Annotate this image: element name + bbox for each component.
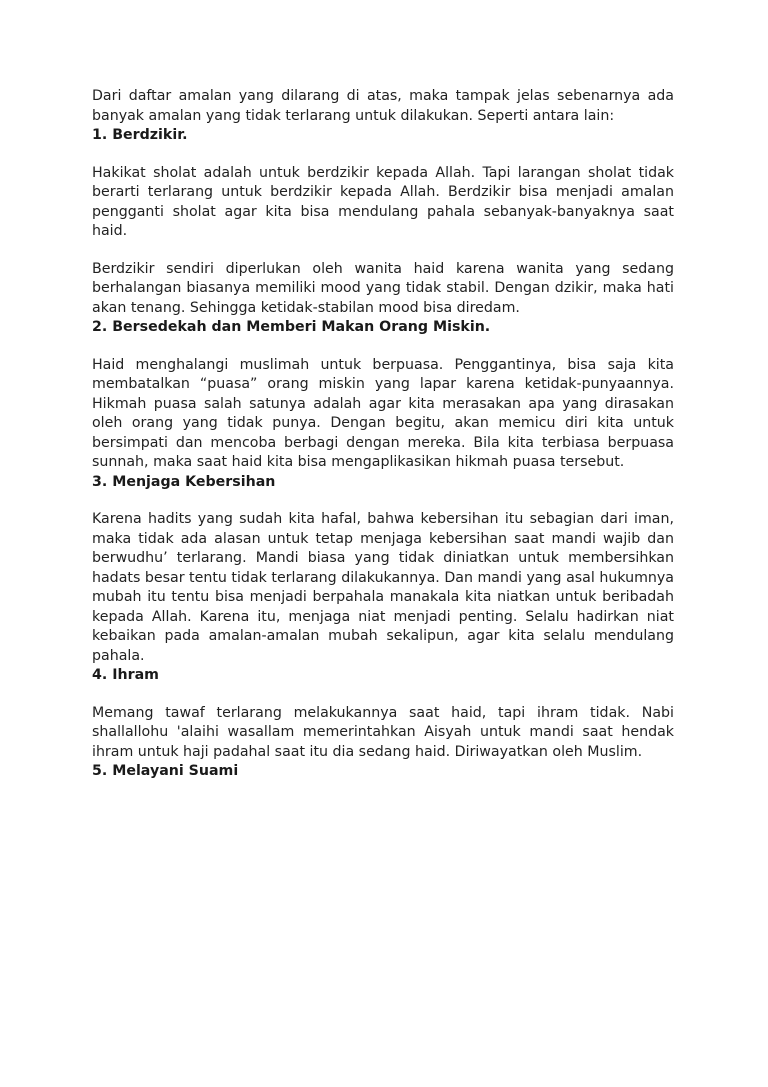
section-paragraph: Karena hadits yang sudah kita hafal, bahwa kebersihan itu sebagian dari iman, maka tidak ada alasan untuk tetap menjaga kebersihan saat mandi wajib dan berwudhu’ terlarang. Mandi biasa yang tidak diniatkan untuk membersihkan hadats besar tentu tidak terlarang dilakukannya. Dan mandi yang asal hukumnya mubah itu tentu bisa menjadi berpahala manakala kita niatkan untuk beribadah kepada Allah. Karena itu, menjaga niat menjadi penting. Selalu hadirkan niat kebaikan pada amalan-amalan mubah sekalipun, agar kita selalu mendulang pahala.: [92, 511, 674, 664]
document-page: [92, 87, 674, 782]
section-heading-ihram: 4. Ihram: [92, 667, 159, 683]
section-heading-melayani-suami: 5. Melayani Suami: [92, 763, 239, 779]
section-paragraph: Haid menghalangi muslimah untuk berpuasa. Penggantinya, bisa saja kita membatalkan “puasa” orang miskin yang lapar karena ketidak-punyaannya. Hikmah puasa salah satunya adalah agar kita merasakan apa yang dirasakan oleh orang yang tidak punya. Dengan begitu, akan memicu diri kita untuk bersimpati dan mencoba berbagi dengan mereka. Bila kita terbiasa berpuasa sunnah, maka saat haid kita bisa mengaplikasikan hikmah puasa tersebut.: [92, 356, 674, 470]
section-paragraph: Berdzikir sendiri diperlukan oleh wanita haid karena wanita yang sedang berhalangan biasanya memiliki mood yang tidak stabil. Dengan dzikir, maka hati akan tenang. Sehingga ketidak-stabilan mood bisa diredam.: [92, 260, 674, 316]
section-heading-berdzikir: 1. Berdzikir.: [92, 127, 188, 143]
intro-paragraph: Dari daftar amalan yang dilarang di atas, maka tampak jelas sebenarnya ada banyak amalan yang tidak terlarang untuk dilakukan. Seperti antara lain:: [92, 88, 674, 124]
section-heading-menjaga-kebersihan: 3. Menjaga Kebersihan: [92, 473, 276, 490]
section-heading-bersedekah: 2. Bersedekah dan Memberi Makan Orang Miskin.: [92, 319, 491, 335]
section-paragraph: Hakikat sholat adalah untuk berdzikir kepada Allah. Tapi larangan sholat tidak berarti terlarang untuk berdzikir kepada Allah. Berdzikir bisa menjadi amalan pengganti sholat agar kita bisa mendulang pahala sebanyak-banyaknya saat haid.: [92, 164, 674, 239]
section-paragraph: Memang tawaf terlarang melakukannya saat haid, tapi ihram tidak. Nabi shallallohu 'alaihi wasallam memerintahkan Aisyah untuk mandi saat hendak ihram untuk haji padahal saat itu dia sedang haid. Diriwayatkan oleh Muslim.: [92, 704, 674, 760]
